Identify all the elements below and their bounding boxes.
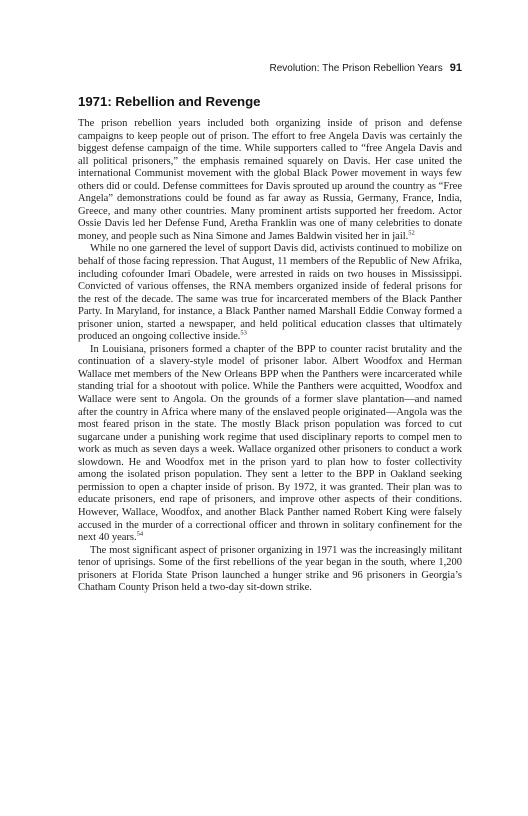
page-number: 91 xyxy=(449,62,462,74)
paragraph xyxy=(78,545,462,595)
section-heading: 1971: Rebellion and Revenge xyxy=(78,94,261,109)
paragraph xyxy=(78,243,462,343)
endnote-marker: 54 xyxy=(136,530,144,538)
paragraph xyxy=(78,344,462,545)
paragraph xyxy=(78,118,462,243)
endnote-marker: 52 xyxy=(408,229,415,237)
paragraph-text: The most significant aspect of prisoner organizing in 1971 was the increasingly militant tenor of uprisings. Some of the first rebellions of the year began in the south, where 1,200 prisoners at Florida State Prison launched a hunger strike and 96 prisoners in Georgia’s Chatham County Prison held a two-day sit-down strike. xyxy=(78,544,462,594)
paragraph-text: In Louisiana, prisoners formed a chapter of the BPP to counter racist brutality and the continuation of a slavery-style model of prisoner labor. Albert Woodfox and Herman Wallace met members of the New Orleans BPP when the Panthers were incarcerated while standing trial for a shootout with police. While the Panthers were acquitted, Woodfox and Wallace were sent to Angola. On the grounds of a former slave plantation—and named after the country in Africa where many of the enslaved people originated—Angola was the most feared prison in the state. The mostly Black prison population was forced to cut sugarcane under a punishing work regime that used disciplinary reports to compel men to work as much as seven days a week. Wallace organized other prisoners to conduct a work slowdown. He and Woodfox met in the prison yard to plan how to foster collectivity among the isolated prison population. They sent a letter to the BPP in Oakland seeking permission to open a chapter inside of prison. By 1972, it was granted. Their plan was to educate prisoners, end rape of prisoners, and improve other aspects of their conditions. However, Wallace, Woodfox, and another Black Panther named Robert King were falsely accused in the murder of a correctional officer and thrown in solitary confinement for the next 40 years. xyxy=(78,343,462,544)
paragraph-text: The prison rebellion years included both organizing inside of prison and defense campaigns to keep people out of prison. The effort to free Angela Davis was certainly the biggest defense campaign of the time. While supporters called to “free Angela Davis and all political prisoners,” the emphasis remained squarely on Davis. Her case united the international Communist movement with the global Black Power movement in ways few others did or could. Defense committees for Davis sprouted up around the country as “Free Angela” demonstrations could be found as far away as Russia, Germany, France, India, Greece, and many other countries. Many prominent artists supported her freedom. Actor Ossie Davis led her Defense Fund, Aretha Franklin was one of many celebrities to donate money, and people such as Nina Simone and James Baldwin visited her in jail. xyxy=(78,118,462,242)
body-text xyxy=(78,118,462,595)
running-head xyxy=(78,62,462,74)
endnote-marker: 53 xyxy=(240,329,247,337)
running-head-title: Revolution: The Prison Rebellion Years xyxy=(269,63,443,74)
paragraph-text: While no one garnered the level of support Davis did, activists continued to mobilize on behalf of those facing repression. That August, 11 members of the Republic of New Afrika, including cofounder Imari Obadele, were arrested in raids on two houses in Mississippi. Convicted of various offenses, the RNA members organized inside of federal prisons for the rest of the decade. The same was true for incarcerated members of the Black Panther Party. In Maryland, for instance, a Black Panther named Marshall Eddie Conway formed a prisoner union, started a newspaper, and held political education classes that ultimately produced an ongoing collective inside. xyxy=(78,243,462,343)
